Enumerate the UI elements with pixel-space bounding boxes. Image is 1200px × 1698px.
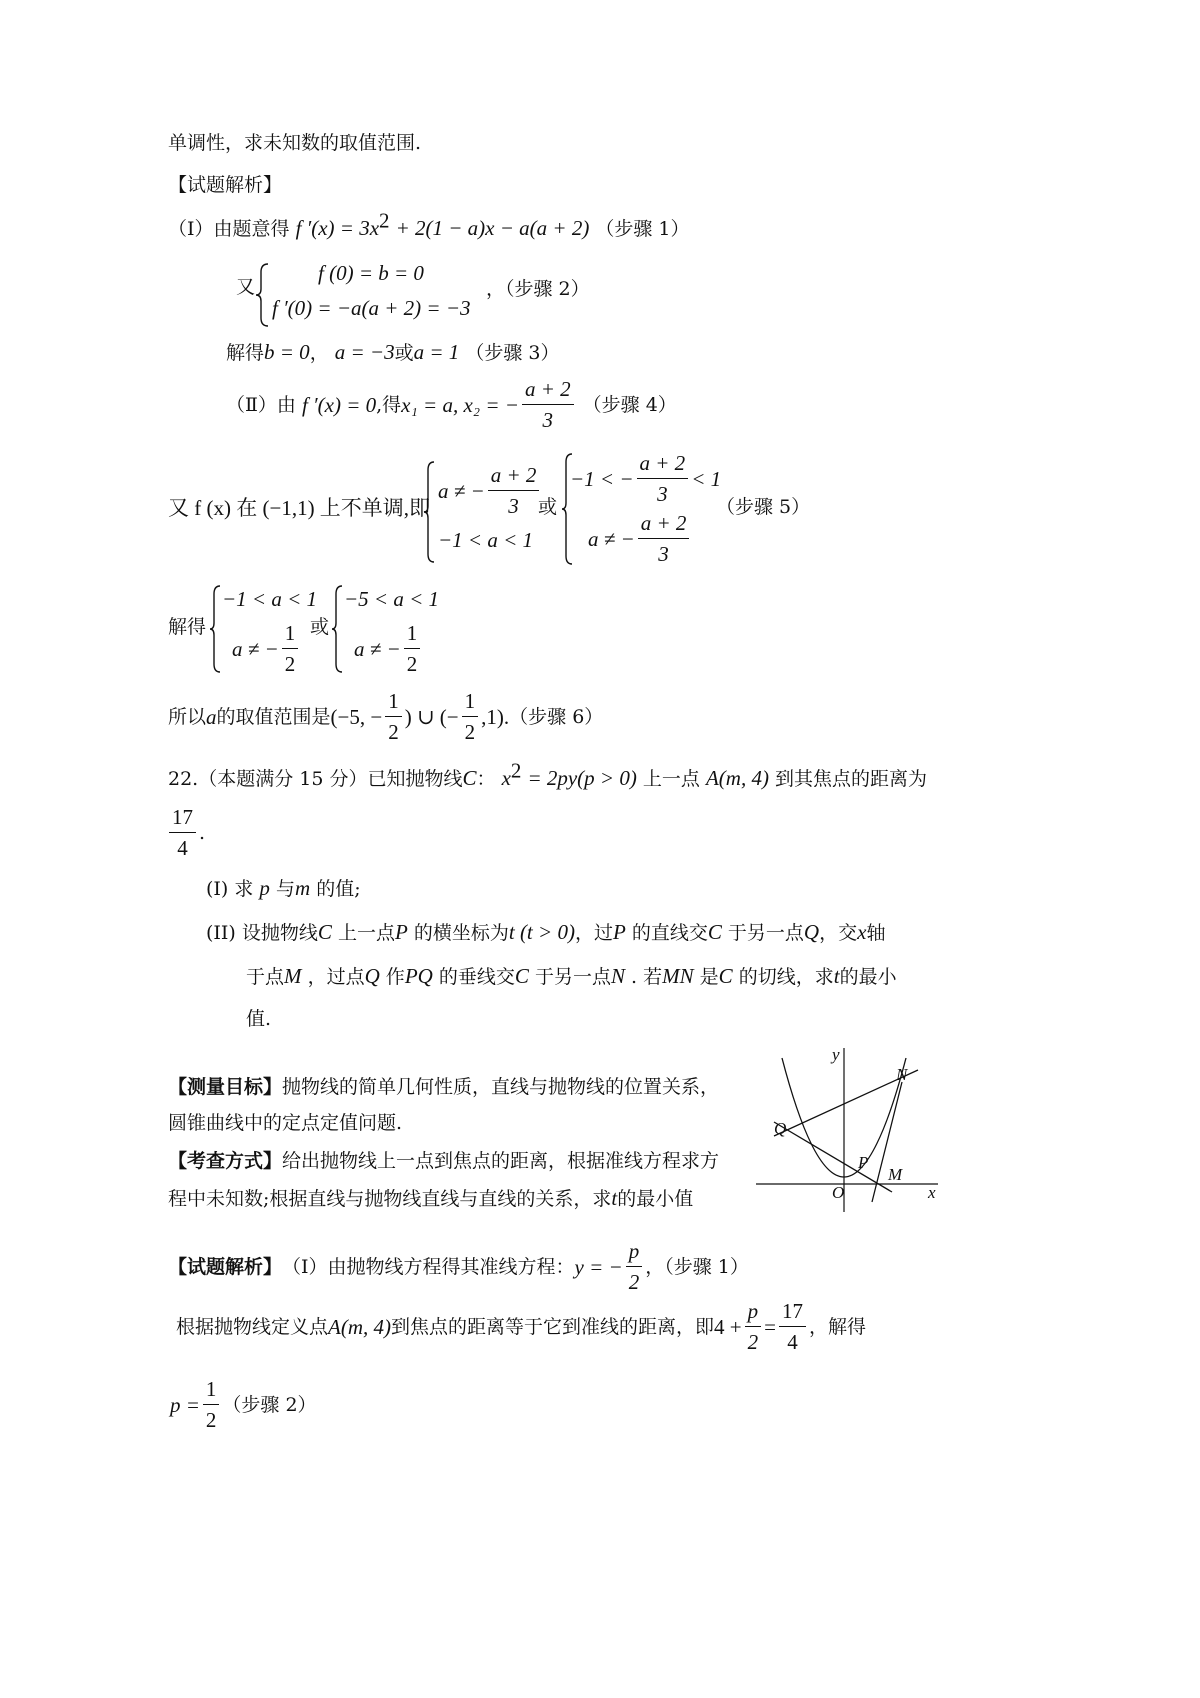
q22-A: A(m, 4)	[705, 766, 769, 790]
parabola-figure	[752, 1036, 948, 1216]
frac-num: a + 2	[488, 464, 540, 491]
target-text-1: 抛物线的简单几何性质，直线与抛物线的位置关系，	[282, 1076, 720, 1098]
frac-num: p	[745, 1300, 762, 1327]
q22-p2-l2-i: 的最小	[839, 966, 897, 988]
cond-prefix: 又 f (x) 在 (−1,1) 上不单调,即	[168, 496, 431, 520]
var-MN: MN	[662, 964, 694, 988]
var-P: P	[394, 920, 408, 944]
frac-num: 1	[282, 622, 299, 649]
a-neq: a ≠ −	[438, 478, 485, 503]
target-line-2: 圆锥曲线中的定点定值问题.	[168, 1112, 403, 1134]
frac-den: 2	[406, 652, 418, 677]
sol-step2: （步骤 2）	[222, 1393, 317, 1416]
frac-a2-over-3	[488, 464, 540, 518]
var-m: m	[294, 876, 311, 900]
frac-1-2	[203, 1378, 220, 1432]
q22-p2-l2-b: ，过点	[307, 966, 365, 988]
intro-line: 单调性，求未知数的取值范围.	[168, 132, 422, 154]
q22-C: C	[462, 766, 477, 790]
frac-den: 2	[284, 652, 296, 677]
q22-p2-h: 轴	[866, 922, 886, 944]
q22-colon: ：	[476, 768, 496, 790]
frac-den: 3	[508, 494, 519, 519]
sol2-e: ，解得	[808, 1315, 866, 1338]
derivative-rhs: + 2(1 − a)x − a(a + 2)	[395, 216, 590, 240]
solution-line-1	[168, 1240, 749, 1294]
q22-p2-l2-c: 作	[385, 966, 405, 988]
exp-2: 2	[379, 208, 390, 233]
label-O: O	[832, 1183, 845, 1202]
var-t: t	[611, 1186, 618, 1210]
step6-label: （步骤 6）	[509, 705, 604, 728]
solve-prefix: 解得	[226, 342, 265, 364]
range-close: ,1).	[481, 704, 510, 729]
cond1-top	[438, 464, 542, 518]
q22-p1-a: (I) 求	[206, 878, 254, 900]
a-neq: a ≠ −	[588, 526, 635, 551]
var-p: p	[259, 876, 270, 900]
solve2-top-1: −1 < a < 1	[222, 587, 318, 611]
frac-den: 4	[787, 1330, 798, 1355]
frac-num: 1	[203, 1378, 220, 1405]
frac-a2-over-3	[637, 452, 689, 506]
frac-num: a + 2	[637, 452, 689, 479]
q22-p2-l2-e: 于另一点	[534, 966, 611, 988]
or-word: 或	[538, 496, 558, 518]
q22-p2-l2-f: . 若	[631, 966, 663, 988]
var-Q: Q	[803, 920, 820, 944]
cond1-bottom: −1 < a < 1	[438, 528, 534, 552]
frac-1-2	[282, 622, 299, 676]
q22-p2-l2-d: 的垂线交	[438, 966, 515, 988]
q22-head: 22.（本题满分 15 分）已知抛物线	[168, 768, 463, 790]
range-union: ) ∪ (−	[404, 704, 459, 729]
solve-line: 解得b = 0， a = −3或a = 1 （步骤 3）	[226, 340, 560, 364]
left-brace	[254, 262, 272, 328]
frac-a2-over-3	[638, 512, 690, 566]
target-line-1	[168, 1076, 719, 1099]
solve-b: b = 0	[264, 340, 310, 364]
var-N: N	[610, 964, 625, 988]
solve2-prefix: 解得	[168, 616, 207, 638]
sol2-eq: =	[764, 1314, 776, 1339]
q22-frac-line	[166, 806, 205, 860]
part2-mid: ,得	[376, 393, 402, 416]
frac-p-2	[745, 1300, 762, 1354]
frac-1-2	[404, 622, 421, 676]
q22-p2-a: (II) 设抛物线	[206, 922, 318, 944]
cond2-top	[570, 452, 721, 506]
label-x: x	[928, 1183, 936, 1202]
label-y: y	[832, 1045, 840, 1064]
var-Q: Q	[364, 964, 380, 988]
frac-num: 1	[404, 622, 421, 649]
q22-p2-c: 的横坐标为	[413, 922, 509, 944]
sol-step1: ，（步骤 1）	[645, 1255, 749, 1278]
q22-p1-b: 与	[275, 878, 295, 900]
q22-p2-l2-h: 的切线，求	[738, 966, 834, 988]
frac-a2-over-3	[522, 378, 574, 432]
range-a: a	[206, 704, 217, 729]
solve-a2: a = 1	[413, 340, 460, 364]
var-t-cond: t (t > 0)	[508, 920, 575, 944]
label-P: P	[858, 1153, 869, 1172]
a-neq: a ≠ −	[354, 636, 401, 661]
line-QM	[774, 1122, 892, 1192]
range-mid: 的取值范围是	[216, 705, 331, 728]
analysis-tag-2: 【试题解析】	[168, 1255, 283, 1278]
frac-den: 4	[177, 836, 188, 861]
solve-a1: a = −3	[334, 340, 395, 364]
q22-part2-line1	[206, 920, 885, 945]
m1-lt: −1 < −	[570, 466, 634, 491]
range-line	[168, 690, 603, 744]
q22-A: A(m, 4)	[328, 1314, 391, 1339]
step3-label: （步骤 3）	[465, 342, 560, 364]
method-line-1	[168, 1150, 719, 1173]
range-open: (−5, −	[330, 704, 383, 729]
frac-num: 1	[385, 690, 402, 717]
frac-den: 3	[657, 482, 668, 507]
q22-p2-e: 的直线交	[631, 922, 708, 944]
sol-prefix: （Ⅰ）由抛物线方程得其准线方程：	[282, 1255, 575, 1278]
method-text-1: 给出抛物线上一点到焦点的距离，根据准线方程求方	[282, 1150, 720, 1172]
step4-label: （步骤 4）	[582, 393, 677, 416]
label-Q: Q	[774, 1119, 787, 1138]
var-t: t	[833, 964, 840, 988]
q22-p1-c: 的值;	[316, 878, 361, 900]
frac-den: 2	[388, 720, 399, 745]
frac-num: a + 2	[522, 378, 574, 405]
frac-den: 3	[542, 408, 554, 433]
part1-prefix: （Ⅰ）由题意得	[168, 218, 290, 240]
sol2-c: 4 +	[714, 1314, 742, 1339]
q22-p2-l2-a: 于点	[246, 966, 285, 988]
frac-17-4	[779, 1300, 806, 1354]
frac-num: a + 2	[638, 512, 690, 539]
solve2-bottom-1	[232, 622, 301, 676]
frac-p-2	[626, 1240, 643, 1294]
frac-1-2	[385, 690, 402, 744]
var-C: C	[514, 964, 529, 988]
sys1-top: f (0) = b = 0	[318, 261, 424, 285]
q22-p2-f: 于另一点	[727, 922, 804, 944]
q22-line	[168, 758, 927, 791]
exp-2: 2	[510, 758, 522, 783]
x2-lhs: x	[501, 766, 511, 790]
frac-den: 2	[464, 720, 476, 745]
target-tag: 【测量目标】	[168, 1076, 283, 1098]
q22-p2-d: ，过	[574, 922, 613, 944]
cond-brace-1	[422, 460, 438, 564]
var-PQ: PQ	[404, 964, 433, 988]
q22-p2-b: 上一点	[337, 922, 395, 944]
var-x: x	[857, 920, 867, 944]
var-P: P	[612, 920, 626, 944]
q22-part2-line2	[246, 964, 897, 989]
or-word: 或	[310, 616, 330, 638]
method-line-2	[168, 1186, 693, 1211]
frac-den: 3	[658, 542, 669, 567]
var-C: C	[707, 920, 722, 944]
sol2-a: 根据抛物线定义点	[176, 1315, 329, 1338]
x2-rhs: = 2py(p > 0)	[527, 766, 637, 790]
analysis-tag: 【试题解析】	[168, 174, 283, 196]
part2-line	[226, 378, 677, 432]
solve2-bottom-2	[354, 622, 423, 676]
period: .	[199, 821, 206, 844]
part1-line	[168, 208, 690, 241]
frac-num: 17	[169, 806, 196, 833]
you-label: 又	[236, 276, 256, 298]
method-tag: 【考查方式】	[168, 1150, 283, 1172]
step1-label: （步骤 1）	[595, 218, 690, 240]
step2-label: ，（步骤 2）	[486, 278, 590, 300]
a-neq: a ≠ −	[232, 636, 279, 661]
range-prefix: 所以	[168, 705, 207, 728]
frac-1-2	[462, 690, 479, 744]
frac-num: 17	[779, 1300, 806, 1327]
step5-label: （步骤 5）	[716, 496, 811, 518]
or-word: 或	[394, 342, 414, 364]
solution-line-2	[176, 1300, 866, 1354]
q22-tail: 到其焦点的距离为	[774, 768, 927, 790]
frac-den: 2	[628, 1270, 640, 1295]
derivative-lhs: f ′(x) = 3x	[295, 216, 380, 240]
frac-num: 1	[462, 690, 479, 717]
sol-p: p =	[170, 1392, 200, 1417]
method-text-2b: 的最小值	[617, 1188, 694, 1210]
sol2-b: 到焦点的距离等于它到准线的距离，即	[391, 1315, 715, 1338]
var-M: M	[284, 964, 302, 988]
directrix: y = −	[574, 1254, 623, 1279]
method-text-2: 程中未知数;根据直线与抛物线直线与直线的关系，求	[168, 1188, 612, 1210]
label-N: N	[896, 1065, 908, 1084]
var-C: C	[718, 964, 733, 988]
frac-17-4	[169, 806, 196, 860]
solution-line-3	[170, 1378, 317, 1432]
frac-den: 2	[747, 1330, 759, 1355]
sys1-bottom: f ′(0) = −a(a + 2) = −3	[272, 296, 471, 320]
solve2-top-2: −5 < a < 1	[344, 587, 440, 611]
q22-part2-line3: 值.	[246, 1008, 272, 1030]
part2-eq: f ′(x) = 0	[301, 392, 377, 417]
lt-1: < 1	[691, 466, 722, 491]
x1-x2: x₁ = a, x₂ = −	[401, 392, 519, 417]
q22-part1	[206, 876, 361, 901]
frac-den: 2	[205, 1408, 217, 1433]
q22-p2-g: ，交	[819, 922, 858, 944]
var-C: C	[317, 920, 332, 944]
frac-num: p	[626, 1240, 643, 1267]
cond2-bottom	[588, 512, 692, 566]
q22-p2-l2-g: 是	[699, 966, 719, 988]
label-M: M	[888, 1165, 903, 1184]
part2-prefix: （Ⅱ）由	[226, 393, 296, 416]
q22-mid: 上一点	[642, 768, 700, 790]
